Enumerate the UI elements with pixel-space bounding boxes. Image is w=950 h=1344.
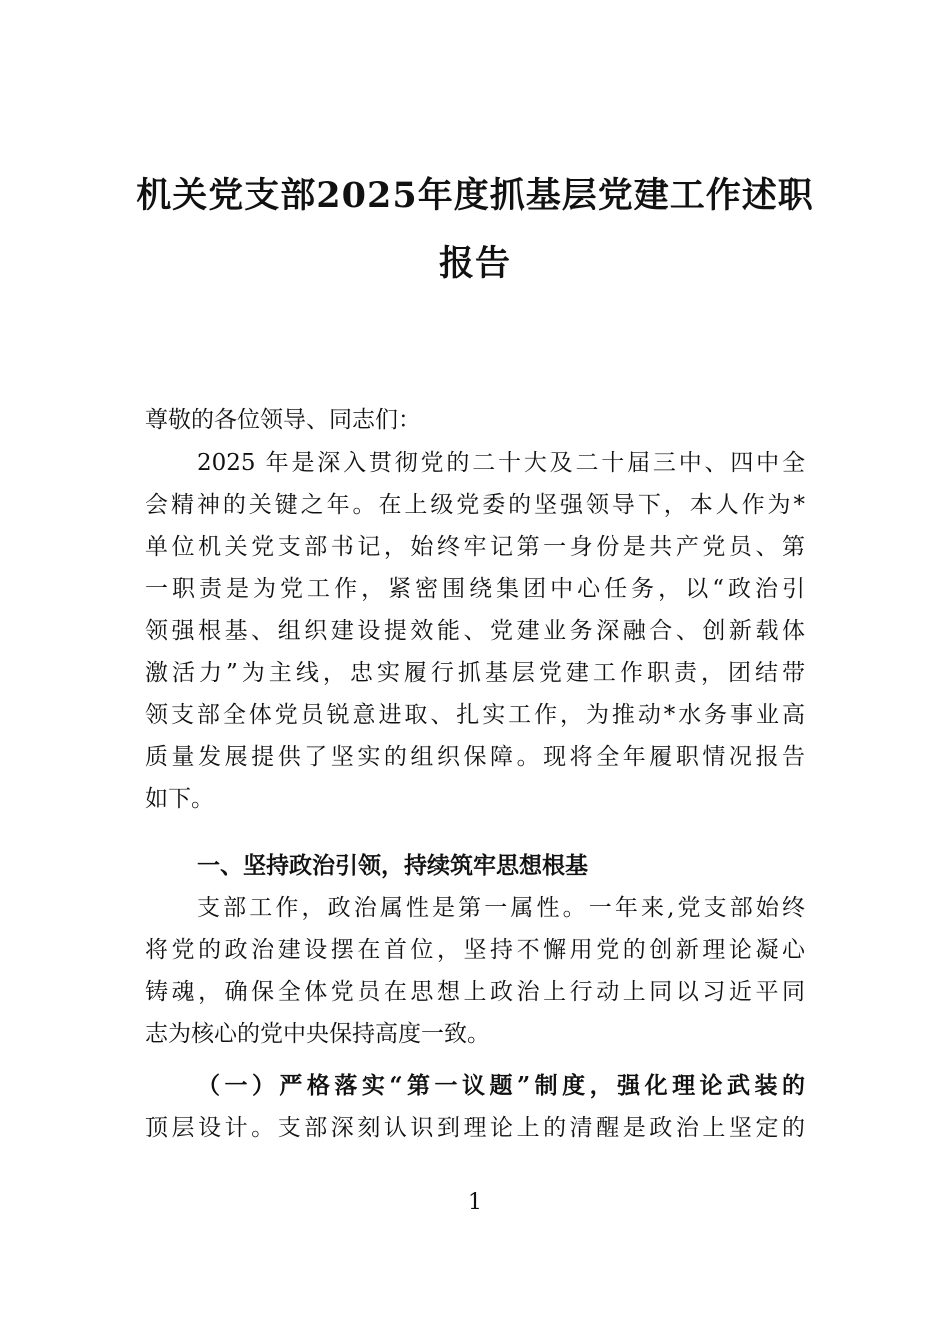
intro-line: 质量发展提供了坚实的组织保障。现将全年履职情况报告: [145, 744, 805, 770]
intro-line: 一职责是为党工作，紧密围绕集团中心任务，以“政治引: [145, 576, 805, 602]
intro-line: 2025 年是深入贯彻党的二十大及二十届三中、四中全: [197, 450, 805, 476]
section-para-line: 志为核心的党中央保持高度一致。: [145, 1021, 490, 1047]
subsection-line: （一）严格落实“第一议题”制度，强化理论武装的: [197, 1072, 805, 1099]
section-para-line: 支部工作，政治属性是第一属性。一年来,党支部始终: [197, 895, 805, 921]
section-heading: 一、坚持政治引领，持续筑牢思想根基: [197, 853, 588, 879]
section-para-line: 将党的政治建设摆在首位，坚持不懈用党的创新理论凝心: [145, 937, 805, 963]
intro-line: 激活力”为主线，忠实履行抓基层党建工作职责，团结带: [145, 660, 805, 686]
document-title-line1: 机关党支部2025年度抓基层党建工作述职: [136, 175, 814, 216]
salutation: 尊敬的各位领导、同志们：: [145, 407, 421, 433]
intro-line: 如下。: [145, 786, 214, 812]
document-title-line2: 报告: [438, 243, 511, 284]
intro-line: 会精神的关键之年。在上级党委的坚强领导下，本人作为*: [145, 492, 805, 518]
intro-line: 领支部全体党员锐意进取、扎实工作，为推动*水务事业高: [145, 702, 805, 728]
intro-line: 领强根基、组织建设提效能、党建业务深融合、创新载体: [145, 618, 805, 644]
subsection-line: 顶层设计。支部深刻认识到理论上的清醒是政治上坚定的: [145, 1115, 805, 1141]
page-number: 1: [468, 1190, 482, 1215]
intro-line: 单位机关党支部书记，始终牢记第一身份是共产党员、第: [145, 534, 805, 560]
section-para-line: 铸魂，确保全体党员在思想上政治上行动上同以习近平同: [145, 979, 805, 1005]
